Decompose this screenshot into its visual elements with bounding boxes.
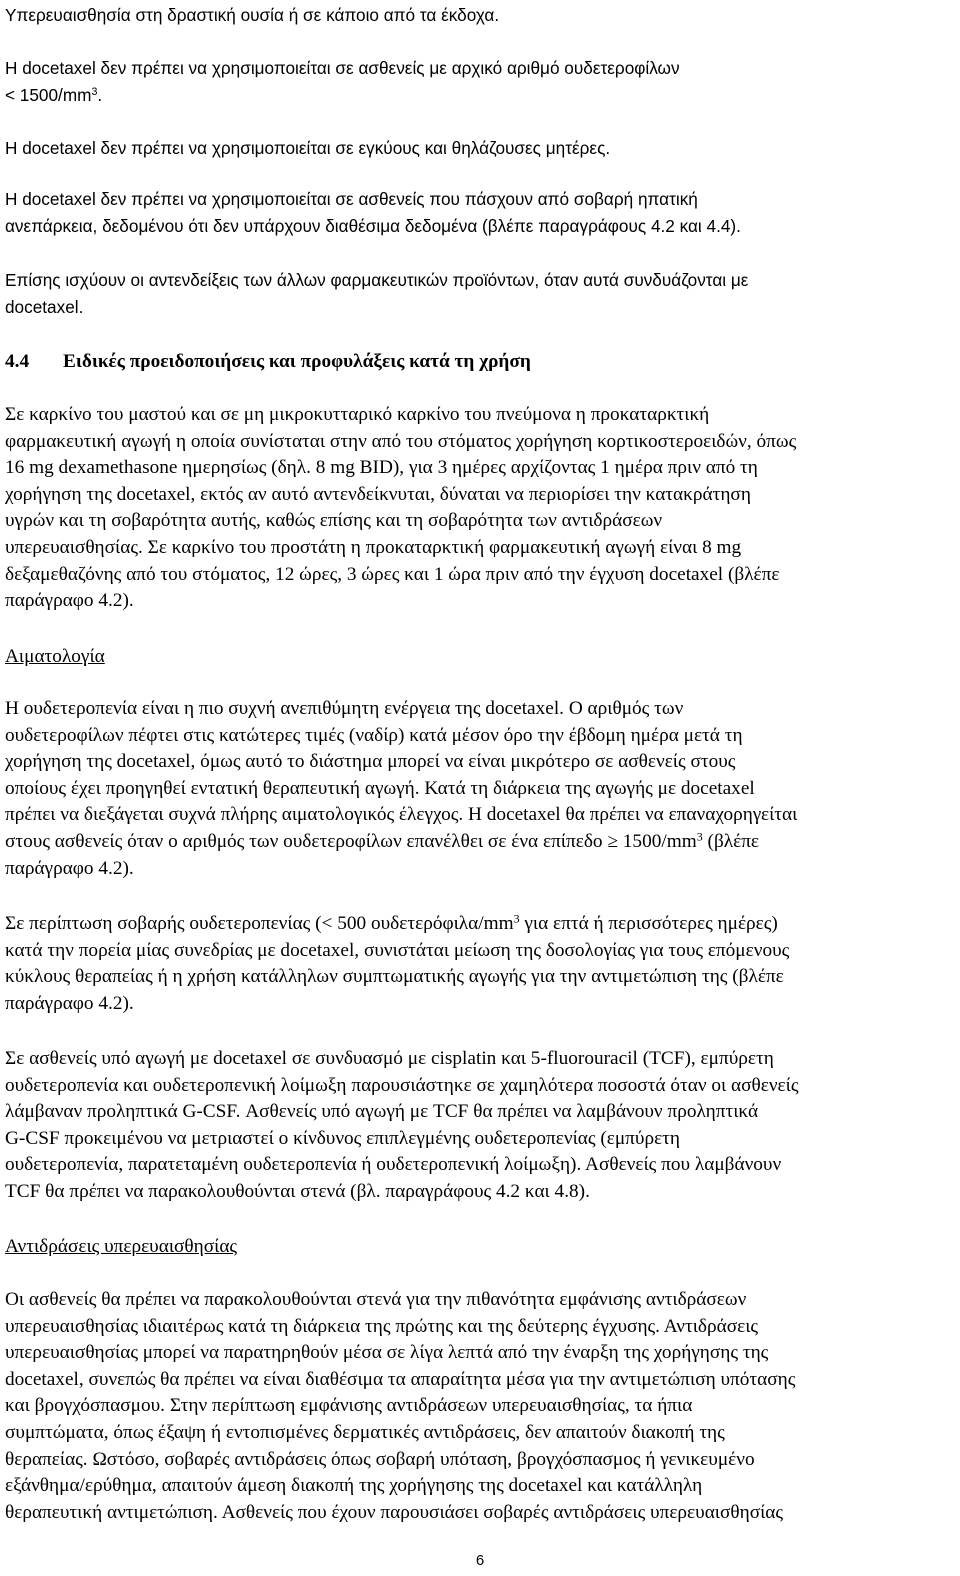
text-line: docetaxel, συνεπώς θα πρέπει να είναι διαθέσιμα τα απαραίτητα μέσα για την αντιμετώπιση υπότασης <box>5 1368 796 1390</box>
subheading-hypersensitivity <box>5 1234 237 1261</box>
section-number: 4.4 <box>5 351 30 372</box>
text-fragment: στους ασθενείς όταν ο αριθμός των ουδετεροφίλων επανέλθει σε ένα επίπεδο <box>5 830 608 852</box>
text-line: ουδετεροπενία, παρατεταμένη ουδετεροπενία ή ουδετεροπενική λοίμωξη). Ασθενείς που λαμβάνουν <box>5 1154 782 1176</box>
text-line: ουδετεροπενία και ουδετεροπενική λοίμωξη παρουσιάστηκε σε χαμηλότερα ποσοστά όταν οι ασθενείς <box>5 1074 799 1096</box>
text-line: παράγραφο 4.2). <box>5 857 134 879</box>
hematology-paragraph-2 <box>5 911 789 1017</box>
text-line <box>5 911 789 938</box>
text-line: Αιματολογία <box>5 646 105 667</box>
text-line: λάμβαναν προληπτικά G-CSF. Ασθενείς υπό αγωγή με TCF θα πρέπει να λαμβάνουν προληπτικά <box>5 1101 759 1123</box>
text-line: TCF θα πρέπει να παρακολουθούνται στενά (βλ. παραγράφους 4.2 και 4.8). <box>5 1180 590 1202</box>
text-line: Επίσης ισχύουν οι αντενδείξεις των άλλων φαρμακευτικών προϊόντων, όταν αυτά συνδυάζονται με <box>5 270 749 290</box>
contraindication-neutrophils <box>5 55 680 108</box>
text-line: H docetaxel δεν πρέπει να χρησιμοποιείται σε εγκύους και θηλάζουσες μητέρες. <box>5 138 611 158</box>
text-line: υγρών και τη σοβαρότητα αυτής, καθώς επίσης και τη σοβαρότητα των αντιδράσεων <box>5 510 663 532</box>
superscript: 3 <box>91 85 98 98</box>
text-line: ουδετεροφίλων πέφτει στις κατώτερες τιμές (ναδίρ) κατά μέσον όρο την έβδομη ημέρα μετά τη <box>5 724 743 746</box>
contraindication-other-products <box>5 267 748 320</box>
page-number: 6 <box>475 1552 485 1569</box>
text-line: εξάνθημα/ερύθημα, απαιτούν άμεση διακοπή της χορήγησης της docetaxel και κατάλληλη <box>5 1475 703 1497</box>
superscript: 3 <box>513 911 520 926</box>
text-line: πρέπει να διεξάγεται συχνά πλήρης αιματολογικός έλεγχος. H docetaxel θα πρέπει να επαναχορηγείται <box>5 804 798 826</box>
text-line: παράγραφο 4.2). <box>5 992 134 1014</box>
text-line: Οι ασθενείς θα πρέπει να παρακολουθούνται στενά για την πιθανότητα εμφάνισης αντιδράσεων <box>5 1289 747 1310</box>
text-line <box>5 82 680 109</box>
text-line: Η ουδετεροπενία είναι η πιο συχνή ανεπιθύμητη ενέργεια της docetaxel. Ο αριθμός των <box>5 698 684 719</box>
hematology-paragraph-3 <box>5 1046 798 1206</box>
text-line: Σε ασθενείς υπό αγωγή με docetaxel σε συνδυασμό με cisplatin και 5-fluorouracil (TCF), εμπύρετη <box>5 1048 774 1069</box>
text-line: οποίους έχει προηγηθεί εντατική θεραπευτική αγωγή. Κατά τη διάρκεια της αγωγής με docetaxel <box>5 777 755 799</box>
text-line: χορήγηση της docetaxel, εκτός αν αυτό αντενδείκνυται, δύναται να περιορίσει την κατακράτηση <box>5 483 751 505</box>
text-line: G-CSF προκειμένου να μετριαστεί ο κίνδυνος επιπλεγμένης ουδετεροπενίας (εμπύρετη <box>5 1127 681 1149</box>
hematology-paragraph-1 <box>5 696 797 882</box>
text-line: θεραπευτική αντιμετώπιση. Ασθενείς που έχουν παρουσιάσει σοβαρές αντιδράσεις υπερευαισθησίας <box>5 1501 784 1523</box>
text-line: υπερευαισθησίας. Σε καρκίνο του προστάτη η προκαταρκτική φαρμακευτική αγωγή είναι 8 mg <box>5 536 742 558</box>
text-line: Σε καρκίνο του μαστού και σε μη μικροκυτταρικό καρκίνο του πνεύμονα η προκαταρκτική <box>5 404 710 425</box>
text-fragment: . <box>97 84 103 105</box>
greater-equal-symbol: ≥ <box>607 830 618 852</box>
text-line <box>5 349 531 376</box>
text-line: 16 mg dexamethasone ημερησίως (δηλ. 8 mg BID), για 3 ημέρες αρχίζοντας 1 ημέρα πριν από τη <box>5 457 758 479</box>
text-line: H docetaxel δεν πρέπει να χρησιμοποιείται σε ασθενείς με αρχικό αριθμό ουδετεροφίλων <box>5 58 680 78</box>
text-fragment: < 1500/mm <box>5 84 92 105</box>
text-line: κατά την πορεία μίας συνεδρίας με docetaxel, συνιστάται μείωση της δοσολογίας για τους επόμενους <box>5 939 790 961</box>
section-title: Ειδικές προειδοποιήσεις και προφυλάξεις κατά τη χρήση <box>63 351 531 372</box>
text-fragment: (βλέπε <box>702 830 760 852</box>
text-line: υπερευαισθησίας μπορεί να παρατηρηθούν μέσα σε λίγα λεπτά από την έναρξη της χορήγησης της <box>5 1342 769 1364</box>
text-line: docetaxel. <box>5 296 84 317</box>
hypersensitivity-paragraph <box>5 1287 795 1526</box>
text-line: φαρμακευτική αγωγή η οποία συνίσταται στην από του στόματος χορήγηση κορτικοστεροειδών, όπως <box>5 430 797 452</box>
text-line <box>5 829 797 856</box>
text-line: χορήγηση της docetaxel, όμως αυτό το διάστημα μπορεί να είναι μικρότερο σε ασθενείς στους <box>5 751 736 773</box>
subheading-hematology <box>5 644 105 671</box>
text-line: παράγραφο 4.2). <box>5 590 134 612</box>
text-line: συμπτώματα, όπως έξαψη ή εντοπισμένες δερματικές αντιδράσεις, δεν απαιτούν διακοπή της <box>5 1421 725 1443</box>
text-line: ανεπάρκεια, δεδομένου ότι δεν υπάρχουν διαθέσιμα δεδομένα (βλέπε παραγράφους 4.2 και 4.4). <box>5 215 741 236</box>
contraindication-hepatic <box>5 186 741 239</box>
text-line: υπερευαισθησίας ιδιαιτέρως κατά τη διάρκεια της πρώτης και της δεύτερης έγχυσης. Αντιδράσεις <box>5 1315 759 1337</box>
text-line: H docetaxel δεν πρέπει να χρησιμοποιείται σε ασθενείς που πάσχουν από σοβαρή ηπατική <box>5 189 698 209</box>
text-line: και βρογχόσπασμου. Στην περίπτωση εμφάνισης αντιδράσεων υπερευαισθησίας, τα ήπια <box>5 1395 693 1417</box>
text-fragment: 1500/mm <box>617 830 697 852</box>
text-line: Υπερευαισθησία στη δραστική ουσία ή σε κάποιο από τα έκδοχα. <box>5 5 500 25</box>
text-fragment: Σε περίπτωση σοβαρής ουδετεροπενίας (< 500 ουδετερόφιλα/mm <box>5 913 514 934</box>
text-line: δεξαμεθαζόνης από του στόματος, 12 ώρες, 3 ώρες και 1 ώρα πριν από την έγχυση docetaxel (βλέπε <box>5 563 780 585</box>
text-line: θεραπείας. Ωστόσο, σοβαρές αντιδράσεις όπως σοβαρή υπόταση, βρογχόσπασμος ή γενικευμένο <box>5 1448 755 1470</box>
contraindication-hypersensitivity <box>5 2 499 29</box>
contraindication-pregnancy <box>5 135 610 162</box>
superscript: 3 <box>696 829 703 844</box>
text-line: Αντιδράσεις υπερευαισθησίας <box>5 1236 238 1257</box>
text-line: κύκλους θεραπείας ή η χρήση κατάλληλων συμπτωματικής αγωγής για την αντιμετώπιση της (βλέπε <box>5 966 784 988</box>
text-fragment: για επτά ή περισσότερες ημέρες) <box>519 913 778 934</box>
section-heading <box>5 349 531 376</box>
premedication-paragraph <box>5 402 796 615</box>
